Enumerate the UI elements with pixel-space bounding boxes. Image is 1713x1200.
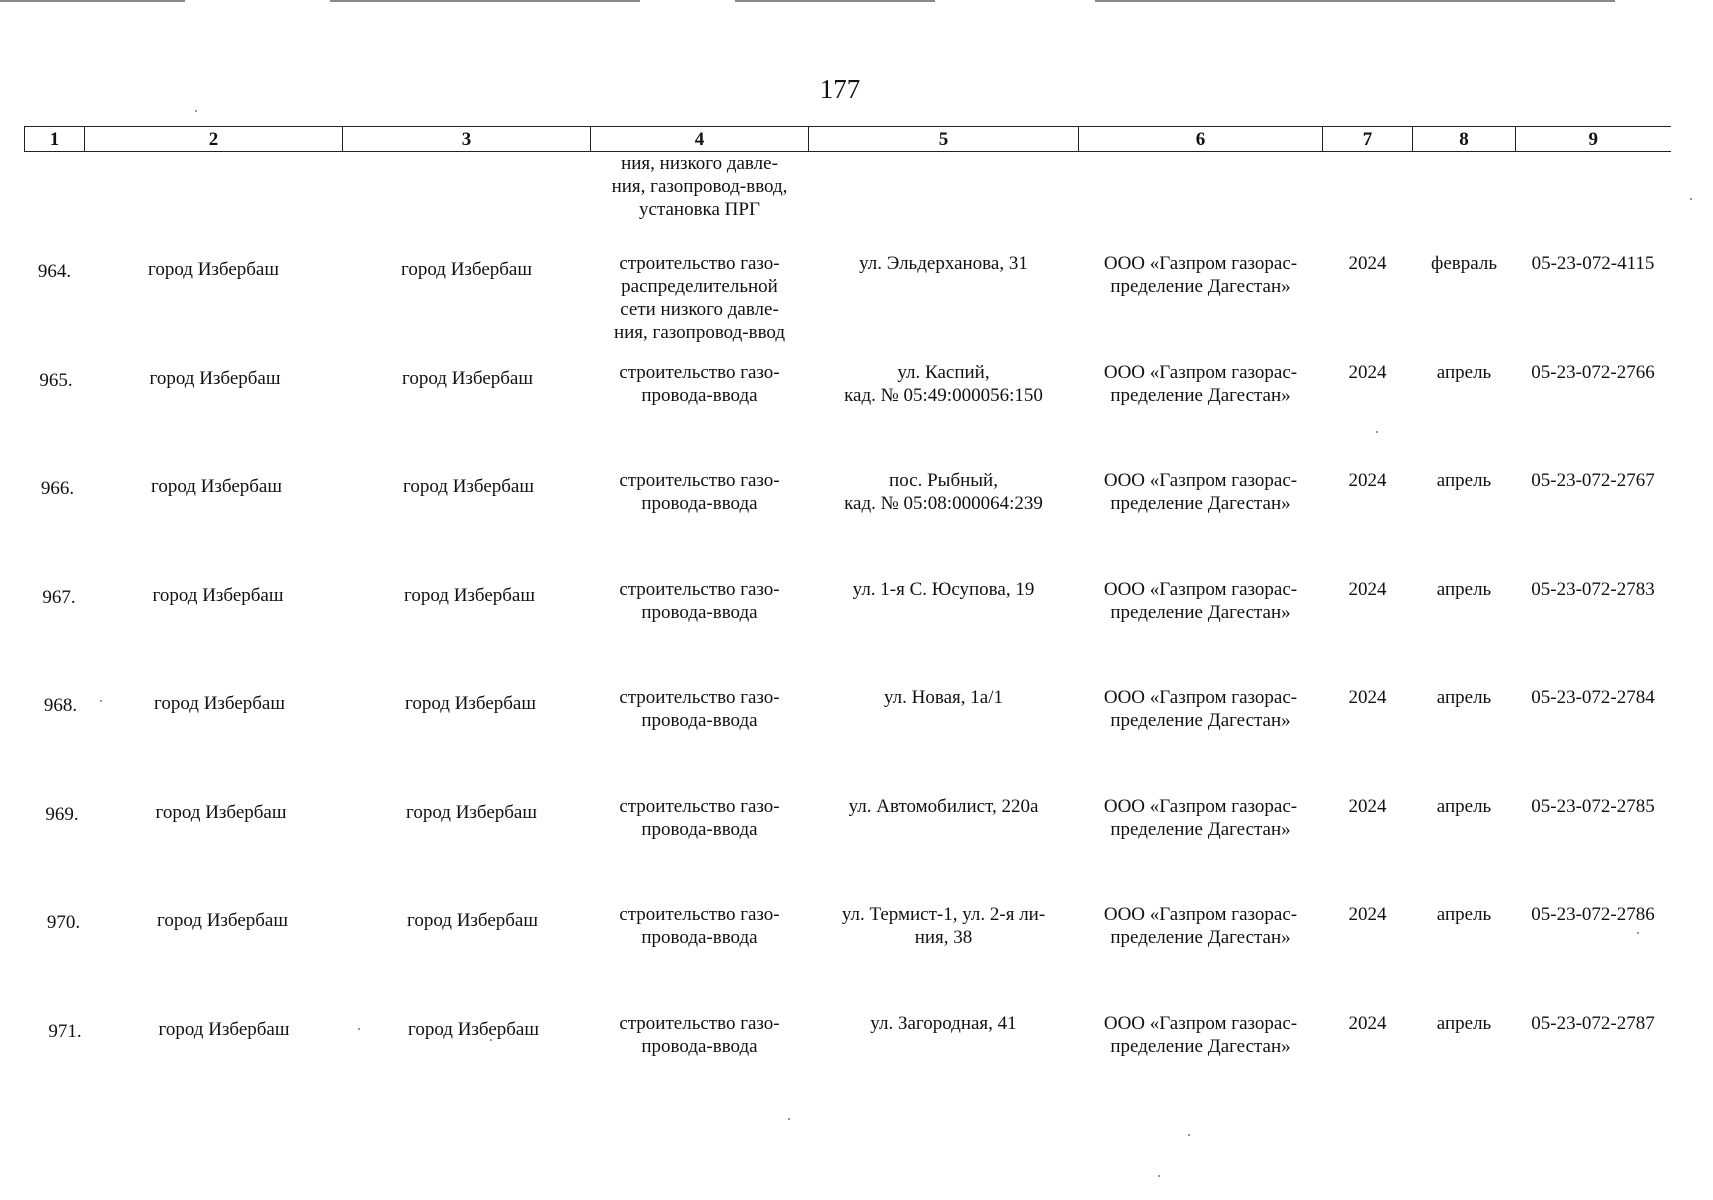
registry-code-cell xyxy=(1516,903,1671,1012)
district-cell xyxy=(85,252,343,361)
month: апрель xyxy=(1436,687,1492,708)
month-cell xyxy=(1413,578,1516,687)
top-edge-rule xyxy=(0,0,185,2)
address-line: ул. Загородная, 41 xyxy=(870,1012,1017,1034)
organization-line: ООО «Газпром газорас- xyxy=(1103,361,1298,383)
address-cell xyxy=(809,252,1079,361)
year-cell xyxy=(1323,1012,1413,1121)
settlement-name: город Избербаш xyxy=(408,1018,539,1040)
row-number: 965. xyxy=(39,369,73,391)
settlement-cell xyxy=(343,361,591,470)
organization-cell xyxy=(1079,252,1323,361)
work-type-line: провода-ввода xyxy=(641,927,758,948)
work-type-cell xyxy=(591,578,809,687)
address-line: ул. Каспий, xyxy=(897,361,990,383)
column-number-4: 4 xyxy=(591,127,809,152)
work-type-line: распределительной xyxy=(621,276,778,297)
table-row xyxy=(25,795,1671,904)
month: апрель xyxy=(1436,1012,1492,1034)
district-name: город Избербаш xyxy=(149,367,281,389)
settlement-name: город Избербаш xyxy=(406,801,537,823)
registry-code-cell xyxy=(1516,686,1671,795)
organization-line: пределение Дагестан» xyxy=(1110,818,1291,840)
settlement-name: город Избербаш xyxy=(403,476,534,497)
table-row xyxy=(25,578,1671,687)
registry-code-cell xyxy=(1516,469,1671,578)
continuation-line: установка ПРГ xyxy=(639,199,760,220)
page-number: 177 xyxy=(819,74,861,104)
registry-code-cell xyxy=(1516,1012,1671,1121)
top-edge-rule xyxy=(735,0,935,2)
registry-code: 05-23-072-2766 xyxy=(1531,361,1655,383)
year: 2024 xyxy=(1348,795,1387,817)
month-cell xyxy=(1413,252,1516,361)
settlement-cell xyxy=(343,578,591,687)
organization-cell xyxy=(1079,795,1323,904)
organization-line: ООО «Газпром газорас- xyxy=(1103,578,1298,600)
work-type-cell xyxy=(591,686,809,795)
organization-line: ООО «Газпром газорас- xyxy=(1103,795,1298,817)
district-cell xyxy=(85,1012,343,1121)
year-cell xyxy=(1323,795,1413,904)
column-number-row xyxy=(25,127,1671,152)
organization-cell xyxy=(1079,903,1323,1012)
top-edge-rule xyxy=(1095,0,1615,2)
organization-line: ООО «Газпром газорас- xyxy=(1103,470,1298,491)
registry-code-cell xyxy=(1516,361,1671,470)
scan-speck xyxy=(1188,1134,1190,1136)
continuation-line: ния, газопровод-ввод, xyxy=(611,176,788,197)
address-cell xyxy=(809,903,1079,1012)
row-number: 970. xyxy=(46,912,81,933)
registry-code: 05-23-072-2783 xyxy=(1531,578,1655,600)
address-cell xyxy=(809,578,1079,687)
work-type-cell xyxy=(591,252,809,361)
settlement-name: город Избербаш xyxy=(405,693,536,714)
column-number-3: 3 xyxy=(343,127,591,152)
address-cell xyxy=(809,361,1079,470)
scan-speck xyxy=(490,1039,492,1041)
address-line: ул. Эльдерханова, 31 xyxy=(859,253,1028,274)
work-type-line: ния, газопровод-ввод xyxy=(613,322,786,343)
row-number-cell xyxy=(25,1012,85,1121)
work-type-line: провода-ввода xyxy=(641,601,758,623)
district-name: город Избербаш xyxy=(152,584,284,606)
continuation-line: ния, низкого давле- xyxy=(621,153,778,174)
year: 2024 xyxy=(1348,470,1387,491)
registry-code: 05-23-072-2787 xyxy=(1531,1012,1655,1034)
year-cell xyxy=(1323,361,1413,470)
registry-code-cell xyxy=(1516,252,1671,361)
row-number: 967. xyxy=(42,586,76,608)
column-number-9: 9 xyxy=(1516,127,1671,152)
scan-speck xyxy=(788,1118,790,1120)
month: апрель xyxy=(1436,795,1492,817)
month-cell xyxy=(1413,361,1516,470)
table-row xyxy=(25,903,1671,1012)
month: апрель xyxy=(1436,904,1492,925)
settlement-name: город Избербаш xyxy=(402,367,533,389)
year-cell xyxy=(1323,252,1413,361)
address-line: кад. № 05:49:000056:150 xyxy=(844,384,1043,406)
month: апрель xyxy=(1436,470,1492,491)
district-cell xyxy=(85,469,343,578)
month: февраль xyxy=(1431,253,1497,274)
organization-line: пределение Дагестан» xyxy=(1110,601,1291,623)
year: 2024 xyxy=(1348,904,1387,925)
registry-code: 05-23-072-2767 xyxy=(1531,470,1655,491)
year: 2024 xyxy=(1348,361,1387,383)
column-number-7: 7 xyxy=(1323,127,1413,152)
settlement-cell xyxy=(343,795,591,904)
scan-speck xyxy=(358,1028,360,1030)
address-line: ул. 1-я С. Юсупова, 19 xyxy=(852,578,1035,600)
work-type-line: сети низкого давле- xyxy=(620,299,779,320)
row-number-cell xyxy=(25,903,85,1012)
work-type-line: провода-ввода xyxy=(641,818,758,840)
work-type-cell xyxy=(591,361,809,470)
settlement-cell xyxy=(343,252,591,361)
district-cell xyxy=(85,578,343,687)
address-line: кад. № 05:08:000064:239 xyxy=(844,493,1043,514)
year: 2024 xyxy=(1348,578,1387,600)
work-type-cell xyxy=(591,469,809,578)
row-number-cell xyxy=(25,469,85,578)
settlement-cell xyxy=(343,469,591,578)
organization-cell xyxy=(1079,578,1323,687)
scan-speck xyxy=(1637,932,1639,934)
table-row xyxy=(25,469,1671,578)
settlement-cell xyxy=(343,1012,591,1121)
organization-cell xyxy=(1079,469,1323,578)
year: 2024 xyxy=(1348,1012,1387,1034)
settlement-name: город Избербаш xyxy=(404,584,535,606)
organization-line: пределение Дагестан» xyxy=(1110,710,1291,731)
scan-speck xyxy=(1690,198,1692,200)
month-cell xyxy=(1413,1012,1516,1121)
year-cell xyxy=(1323,469,1413,578)
work-type-line: строительство газо- xyxy=(619,253,780,274)
table-row xyxy=(25,686,1671,795)
district-name: город Избербаш xyxy=(158,1018,290,1040)
column-number-5: 5 xyxy=(809,127,1079,152)
district-cell xyxy=(85,686,343,795)
work-type-line: строительство газо- xyxy=(619,470,780,491)
address-line: ул. Автомобилист, 220а xyxy=(848,795,1039,817)
row-number-cell xyxy=(25,795,85,904)
continuation-work-cell xyxy=(591,152,809,253)
organization-line: пределение Дагестан» xyxy=(1110,1035,1291,1057)
work-type-line: строительство газо- xyxy=(619,687,780,708)
registry-code: 05-23-072-2786 xyxy=(1531,904,1655,925)
table-row xyxy=(25,1012,1671,1121)
month: апрель xyxy=(1436,361,1492,383)
registry-code: 05-23-072-4115 xyxy=(1531,253,1655,274)
district-cell xyxy=(85,361,343,470)
table-row xyxy=(25,252,1671,361)
work-type-line: провода-ввода xyxy=(641,710,758,731)
organization-line: ООО «Газпром газорас- xyxy=(1103,253,1298,274)
district-name: город Избербаш xyxy=(148,259,279,280)
address-cell xyxy=(809,686,1079,795)
work-type-cell xyxy=(591,795,809,904)
work-type-line: строительство газо- xyxy=(619,904,780,925)
address-line: ния, 38 xyxy=(914,927,973,948)
organization-line: пределение Дагестан» xyxy=(1110,384,1291,406)
district-name: город Избербаш xyxy=(157,910,288,931)
table-row xyxy=(25,361,1671,470)
month: апрель xyxy=(1436,578,1492,600)
column-number-2: 2 xyxy=(85,127,343,152)
row-number: 968. xyxy=(43,695,78,716)
scan-speck xyxy=(100,700,102,702)
registry-code-cell xyxy=(1516,578,1671,687)
row-number: 964. xyxy=(37,261,72,282)
organization-line: ООО «Газпром газорас- xyxy=(1103,687,1298,708)
organization-line: пределение Дагестан» xyxy=(1110,493,1291,514)
column-number-6: 6 xyxy=(1079,127,1323,152)
month-cell xyxy=(1413,795,1516,904)
gasification-schedule-table xyxy=(24,126,1671,1120)
organization-line: пределение Дагестан» xyxy=(1110,927,1291,948)
organization-line: ООО «Газпром газорас- xyxy=(1103,904,1298,925)
work-type-line: строительство газо- xyxy=(619,1012,780,1034)
registry-code-cell xyxy=(1516,795,1671,904)
row-number-cell xyxy=(25,361,85,470)
column-number-8: 8 xyxy=(1413,127,1516,152)
month-cell xyxy=(1413,903,1516,1012)
month-cell xyxy=(1413,469,1516,578)
work-type-line: провода-ввода xyxy=(641,493,758,514)
organization-line: пределение Дагестан» xyxy=(1110,276,1291,297)
work-type-line: провода-ввода xyxy=(641,384,758,406)
row-number: 966. xyxy=(40,478,75,499)
work-type-cell xyxy=(591,1012,809,1121)
work-type-line: строительство газо- xyxy=(619,361,780,383)
address-line: ул. Термист-1, ул. 2-я ли- xyxy=(841,904,1046,925)
work-type-line: строительство газо- xyxy=(619,795,780,817)
scan-speck xyxy=(195,110,197,112)
settlement-name: город Избербаш xyxy=(407,910,538,931)
work-type-cell xyxy=(591,903,809,1012)
year-cell xyxy=(1323,903,1413,1012)
district-name: город Избербаш xyxy=(155,801,287,823)
row-number: 971. xyxy=(48,1020,82,1042)
district-cell xyxy=(85,903,343,1012)
scan-speck xyxy=(1376,431,1378,433)
scan-speck xyxy=(1158,1175,1160,1177)
organization-cell xyxy=(1079,361,1323,470)
address-cell xyxy=(809,795,1079,904)
district-name: город Избербаш xyxy=(154,693,285,714)
district-name: город Избербаш xyxy=(151,476,282,497)
registry-code: 05-23-072-2784 xyxy=(1531,687,1655,708)
row-number-cell xyxy=(25,686,85,795)
row-number: 969. xyxy=(45,803,79,825)
address-line: пос. Рыбный, xyxy=(889,470,998,491)
registry-code: 05-23-072-2785 xyxy=(1531,795,1655,817)
year: 2024 xyxy=(1348,687,1387,708)
column-number-1: 1 xyxy=(25,127,85,152)
row-number-cell xyxy=(25,578,85,687)
address-cell xyxy=(809,469,1079,578)
year: 2024 xyxy=(1348,253,1387,274)
organization-line: ООО «Газпром газорас- xyxy=(1103,1012,1298,1034)
month-cell xyxy=(1413,686,1516,795)
settlement-cell xyxy=(343,686,591,795)
work-type-line: провода-ввода xyxy=(641,1035,758,1057)
address-line: ул. Новая, 1а/1 xyxy=(884,687,1003,708)
year-cell xyxy=(1323,686,1413,795)
top-edge-rule xyxy=(330,0,640,2)
address-cell xyxy=(809,1012,1079,1121)
district-cell xyxy=(85,795,343,904)
organization-cell xyxy=(1079,686,1323,795)
settlement-cell xyxy=(343,903,591,1012)
work-type-line: строительство газо- xyxy=(619,578,780,600)
continuation-row xyxy=(25,152,1671,253)
year-cell xyxy=(1323,578,1413,687)
row-number-cell xyxy=(25,252,85,361)
organization-cell xyxy=(1079,1012,1323,1121)
settlement-name: город Избербаш xyxy=(401,259,532,280)
